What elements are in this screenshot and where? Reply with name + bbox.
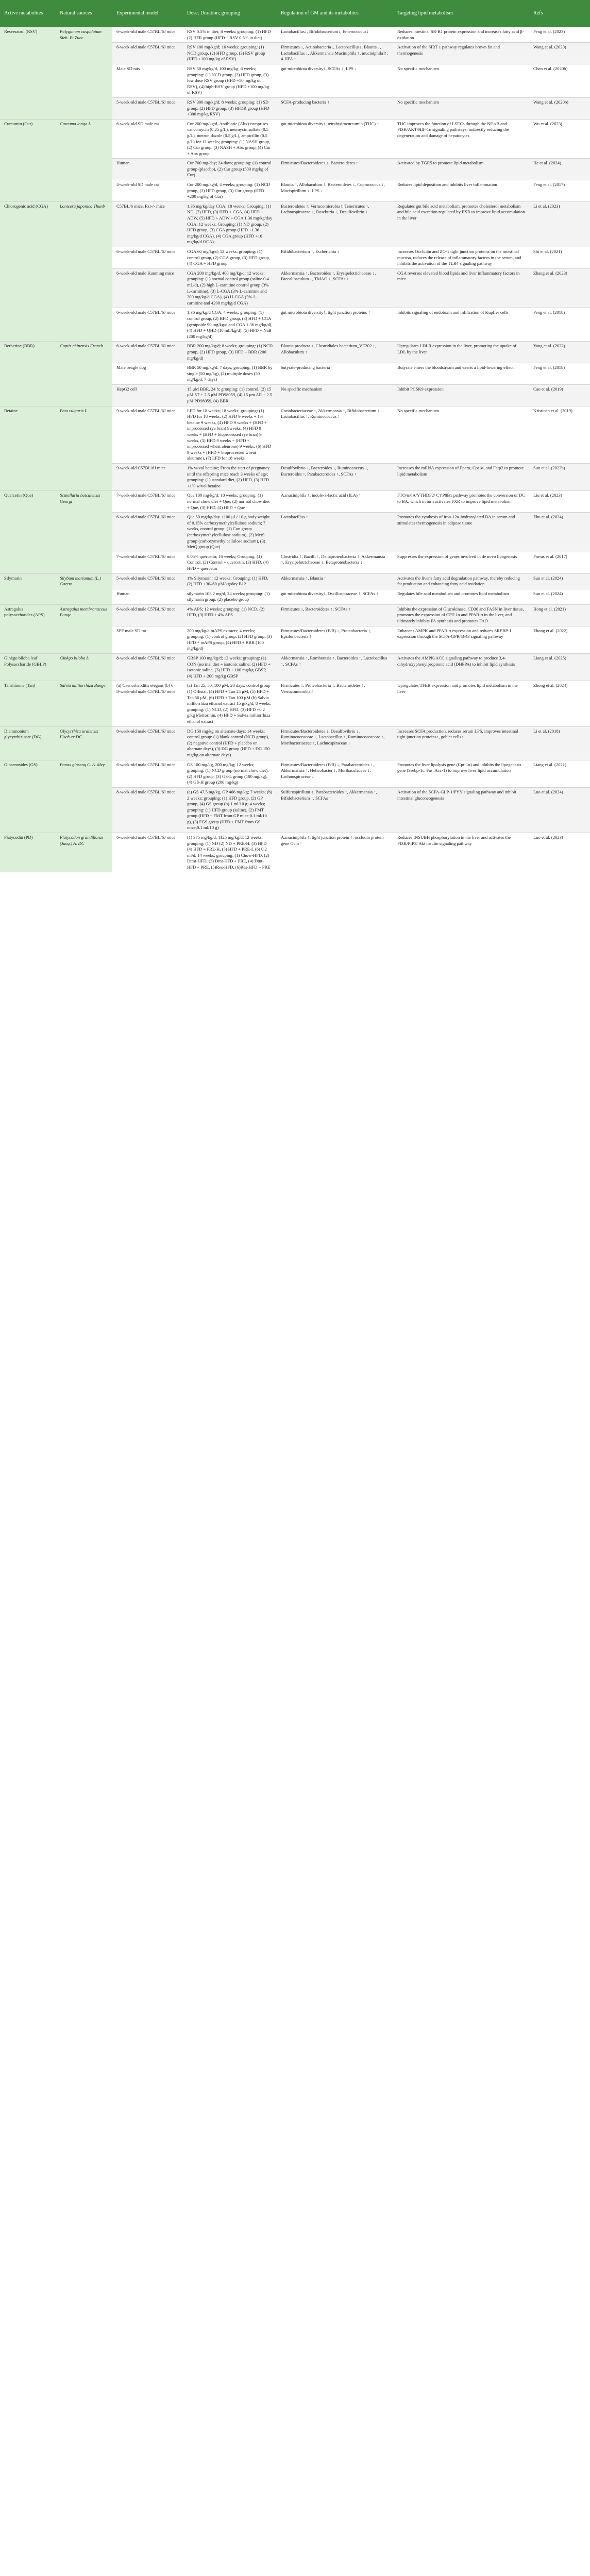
ref-cell: Cao et al. (2019)	[529, 384, 590, 406]
metabolite-cell: Astragalus polysaccharides (APS)	[0, 604, 56, 653]
model-cell: 6-week-old SD male rat	[112, 119, 183, 159]
gm-cell: Lactobacillus ↑	[277, 513, 393, 552]
dose-cell: RSV 100 mg/kg/d; 16 weeks; grouping: (1) NCD group, (2) HFD group, (3) RSV group (HFD +100 mg/kg of RSV)	[183, 43, 277, 64]
model-cell: SPF male SD rat	[112, 626, 183, 653]
metabolite-cell: Quercetin (Que)	[0, 491, 56, 573]
ref-cell: Yang et al. (2022)	[529, 342, 590, 363]
model-cell: 8-week-old male C57BL/6J mice	[112, 726, 183, 760]
lipid-cell: Inhibits the expression of Glucokinase, CD36 and FASN in liver tissue, promotes the expression of CPT-1α and PPAR-α in the liver, and ultimately inhibits FA synthesis and promotes FAO	[393, 604, 529, 626]
lipid-cell: Activates the AMPK/ACC signaling pathway to produce 3,4-dihydroxyphenylpropionic acid (DHPPA) to inhibit lipid synthesis	[393, 654, 529, 681]
ref-cell: Hong et al. (2021)	[529, 604, 590, 626]
dose-cell: LFD for 18 weeks; 18 weeks; grouping: (1) HFD for 18 weeks, (2) HFD 9 weeks + 1% betaine 9 weeks, (4) HFD 9 weeks + (HFD + unprocessed rye bran) 9weeks, (4) HFD 9 weeks + (HFD + bioprocessed rye bran) 9 weeks, (5) HFD 9 weeks + (HFD + unprocessed wheat aleurone) 9 weeks, (6) HFD 9 weeks + (HFD + bioprocessed wheat aleurone), (7) LFD for 18 weeks	[183, 406, 277, 463]
source-cell: Polygonum cuspidatum Sieb. Et Zucc	[56, 27, 112, 120]
gm-cell: Firmicutes/Bacteroidetes ↓, Bacteroidetes ↑	[277, 159, 393, 180]
dose-cell: Que 100 mg/kg/d; 10 weeks; grouping: (1) normal chow diet + Que, (2) normal chow diet + Que, (3) HFD, (4) HFD + Que	[183, 491, 277, 513]
table-header	[0, 0, 590, 27]
lipid-cell: Butyrate enters the bloodstream and exerts a lipid-lowering effect	[393, 363, 529, 385]
ref-cell: Luo et al. (2024)	[529, 787, 590, 833]
metabolite-cell: Diammonium glycyrrhizinate (DG)	[0, 726, 56, 760]
dose-cell: (a) Tan 25, 50, 100 μM; 20 days; control group (1) Orlistat, (4) HFD + Tan 25 μM, (5) HFD + Tan 50 μM, (6) HFD + Tan 100 μM (b) Salvia miltiorrhiza ethanol extract 15 g/kg/d; 8 weeks; grouping: (1) NCD, (2) HFD, (3) HFD +0.2 g/kg Metformin, (4) HFD + Salvia miltiorrhiza ethanol extract	[183, 681, 277, 726]
gm-cell: Firmicutes/Bacteroidetes ↓, Desulfovibrio ↓, Ruminococcaceae ↓, Lactobacillus ↑, Ruminococcaceae ↑, Moribacteriaceae ↑, Lachnospiraceae ↓	[277, 726, 393, 760]
gm-cell: No specific mechanism	[277, 384, 393, 406]
dose-cell: 1.36 mg/kg/d CGA; 4 weeks; grouping: (1) control group, (2) HFD group, (3) HFD + CGA (genipoide 90 mg/kg/d and CGA 1.36 mg/kg/d), (4) HFD + QHD (10 mL/kg/d), (5) HFD + NaB (200 mg/kg/d)	[183, 308, 277, 342]
dose-cell: 0.05% quercetin; 16 weeks; Grouping: (1) Control, (2) Control + quercetin, (3) HFD, (4) HFD + quercetin	[183, 552, 277, 573]
model-cell: 8-week-old male C57BL/6J mice	[112, 654, 183, 681]
ref-cell: Shi et al. (2021)	[529, 247, 590, 269]
model-cell: 6-week-old male C57BL/6J mice	[112, 308, 183, 342]
ref-cell: Luo et al. (2023)	[529, 833, 590, 872]
metabolite-cell: Berberine (BBR)	[0, 342, 56, 406]
ref-cell: Wu et al. (2023)	[529, 119, 590, 159]
model-cell: 6-week-old male C57BL/6J mice	[112, 513, 183, 552]
model-cell: 6-week-old male C57BL/6J mice	[112, 760, 183, 787]
dose-cell: GBSP 100 mg/kg/d; 12 weeks; grouping: (1) CON (normal diet + isotonic saline, (2) HFD + isotonic saline, (3) HFD + 100 mg/kg GBSP, (4) HFD + 200 mg/kg GBSP	[183, 654, 277, 681]
lipid-cell: Reduces intestinal SR-B1 protein expression and increases fatty acid β-oxidation	[393, 27, 529, 43]
ref-cell: Feng et al. (2017)	[529, 180, 590, 202]
gm-cell: Firmicutes/Bacteroidetes (F/B) ↓, Parabacteroides ↑, Akkermansia ↑, Helicobacter ↓, Muribaculaceae ↓, Lachnospiraceae ↓	[277, 760, 393, 787]
model-cell: Human	[112, 159, 183, 180]
dose-cell: 4% APS; 12 weeks; grouping: (1) NCD, (2) HFD, (3) HFD + 4% APS	[183, 604, 277, 626]
header-experimental-model: Experimental model	[112, 0, 183, 27]
source-cell: Lonicera japonica Thunb	[56, 201, 112, 341]
source-cell: Curcuma longa L	[56, 119, 112, 201]
model-cell: HepG2 cell	[112, 384, 183, 406]
lipid-cell: Regulates bile acid metabolism and promotes lipid metabolism	[393, 589, 529, 604]
ref-cell: Porras et al. (2017)	[529, 552, 590, 573]
ref-cell: Kristinen et al. (2019)	[529, 406, 590, 463]
gm-cell: Firmicutes ↓, Actinobacteria↓, Lactobacillus↓, Blautia ↓, Lactobacillus ↓, Akkermansia Muciniphila ↑, muciniphila]↑; 4-HPA ↑	[277, 43, 393, 64]
dose-cell: 15 μM BBR, 24 h; grouping: (1) control, (2) 15 μM ST + 2.5 μM PD98059, (4) 15 μm AR + 2.5 μM PD98059, (4) BBR	[183, 384, 277, 406]
header-natural-sources: Natural sources	[56, 0, 112, 27]
table-row	[0, 342, 590, 363]
gm-cell: Blautia ↑, Allobaculum ↑, Bacteroidetes ↓, Coprococcus ↓, Mucispirillum ↓, LPS ↓	[277, 180, 393, 202]
source-cell: Salvia miltiorrhiza Bunge	[56, 681, 112, 726]
table-row	[0, 573, 590, 589]
dose-cell: CGA 200 mg/kg/d, 400 mg/kg/d; 12 weeks; grouping: (1) normal control group (saline 0.4 mL/d), (2) high L-carnitine control group (3% L-carnitine), (3) L-CGA (3% L-carnitine and 200 mg/kg/d CGA), (4) H-CGA (3% L-carnitine and 4200 mg/kg/d CGA)	[183, 268, 277, 308]
gm-cell: Akkermansia ↑, Blautia ↑	[277, 573, 393, 589]
lipid-cell: Increases Occludin and ZO-1 tight junction proteins on the intestinal mucosa, reduces the release of inflammatory factors in the serum, and inhibits the activation of the TLR4 signaling pathway	[393, 247, 529, 269]
lipid-cell: CGA reverses elevated blood lipids and liver inflammatory factors in mice	[393, 268, 529, 308]
gm-cell: gut microbiota diversity↑, SCFAs ↑, LPS ↓	[277, 64, 393, 97]
header-gm-regulation: Regulation of GM and its metabolites	[277, 0, 393, 27]
ref-cell: Zhong et al. (2024)	[529, 681, 590, 726]
ref-cell: Feng et al. (2018)	[529, 363, 590, 385]
dose-cell: 1% Silymarin; 12 weeks; Grouping: (1) HFD, (2) HFD +30–60 μM/kg/day B12	[183, 573, 277, 589]
gm-cell: Bifidobacterium ↑, Escherichia ↓	[277, 247, 393, 269]
model-cell: C57BL/6 mice, Fxr-/- mice	[112, 201, 183, 247]
gm-cell: Akkermansia ↑, Romboutsia ↑, Bacteroides ↑, Lactobacillus ↑, SCFAs ↑	[277, 654, 393, 681]
lipid-cell: Reduces lipid deposition and inhibits liver inflammation	[393, 180, 529, 202]
model-cell: 9-week-old C57BL/6J mice	[112, 464, 183, 491]
source-cell: Glycyrrhiza uralensis Fisch ex DC	[56, 726, 112, 760]
gm-cell: Bacteroidetes ↑, Verrucomicrobia↑, Tenericutes ↑, Lachnospiraceae ↓, Roseburia ↓, Desulfovibrio ↓	[277, 201, 393, 247]
gm-cell: butyrate-producing bacteria↑	[277, 363, 393, 385]
ref-cell: Liu et al. (2023)	[529, 491, 590, 513]
table-row	[0, 833, 590, 872]
dose-cell: silymarin 103.2 mg/d, 24 weeks; grouping: (1) silymarin group, (2) placebo group	[183, 589, 277, 604]
model-cell: Male SD rats	[112, 64, 183, 97]
dose-cell: GS 100 mg/kg, 200 mg/kg; 12 weeks; grouping: (1) NCD group (normal chow diet), (2) HFD group, (3) GS-L group (100 mg/kg), (4) GS-H group (200 mg/kg)	[183, 760, 277, 787]
source-cell: Beta vulgaris L	[56, 406, 112, 491]
gm-cell: Lactobacillus↓, Bifidobacterium↓, Enterococcus↓	[277, 27, 393, 43]
metabolite-cell: Resveratrol (RSV)	[0, 27, 56, 120]
source-cell: Ginkgo biloba L	[56, 654, 112, 681]
table-row	[0, 119, 590, 159]
header-active-metabolites: Active metabolites	[0, 0, 56, 27]
gm-cell: gut microbiota diversity↑, tight junction proteins ↑	[277, 308, 393, 342]
dose-cell: CGA 60 mg/kg/d; 12 weeks; grouping: (1) control group, (2) CGA group, (3) HFD group, (4) CGA + HFD group	[183, 247, 277, 269]
gm-cell: SCFA-producing bacteria ↑	[277, 97, 393, 119]
header-lipid-metabolism: Targeting lipid metabolism	[393, 0, 529, 27]
source-cell: Coptis chinensis Franch	[56, 342, 112, 406]
model-cell: Male beagle dog	[112, 363, 183, 385]
lipid-cell: Reduces INSUBH phosphorylation in the liver and activates the PI3K/PIP3/ Akt insulin signaling pathway	[393, 833, 529, 872]
lipid-cell: Increases SCFA production, reduces serum LPS, improves intestinal tight junction proteins↑, goblet cells↑	[393, 726, 529, 760]
dose-cell: DG 150 mg/kg on alternate days; 14 weeks; control group: (1) blank control (NCD group), (2) negative control (HFD + placebo on alternate days), (3) DG group (HFD + DG 150 mg/kg on alternate days)	[183, 726, 277, 760]
ref-cell: Peng et al. (2023)	[529, 27, 590, 43]
source-cell: Panax ginseng C. A. Mey	[56, 760, 112, 833]
gm-cell: Blautia producta ↑, Clostridiales bacterium_VE202 ↑, Allobaculum ↑	[277, 342, 393, 363]
dose-cell: Cur 200 mg/kg/d, Antibiotic (Abx) comprises vancomycin (0.25 g/L), neomycin sulfate (0.5 g/L), metronidazole (0.5 g/L), ampicillin (0.5 g/L) for 12 weeks; grouping: (1) NASH group, (2) Cur group, (3) NASH + Abx group, (4) Cur + Abx group	[183, 119, 277, 159]
gm-cell: Sulfurospirillum ↑, Parabacteroides ↑, Akkermansia ↑, Bifidobacterium ↑, SCFAs ↑	[277, 787, 393, 833]
metabolite-table	[0, 0, 590, 872]
model-cell: 8-week-old male C57BL/6J mice	[112, 787, 183, 833]
table-row	[0, 654, 590, 681]
metabolite-cell: Ginsenosides (GS)	[0, 760, 56, 833]
gm-cell: gut microbiota diversity↑, Oscillospiraceae ↑, SCFAs ↑	[277, 589, 393, 604]
ref-cell: Wang et al. (2020)	[529, 43, 590, 64]
table-row	[0, 27, 590, 43]
table-row	[0, 491, 590, 513]
model-cell: 7-week-old male C57BL/6J mice	[112, 491, 183, 513]
header-refs: Refs	[529, 0, 590, 27]
dose-cell: 200 mg/kg/d mAPS extracts; 4 weeks; grouping: (1) control group, (2) HFD group, (3) HFD + mAPS group, (4) HFD + BBR (100 mg/kg/d)	[183, 626, 277, 653]
ref-cell: Liang et al. (2025)	[529, 654, 590, 681]
ref-cell: Sun et al. (2024)	[529, 589, 590, 604]
ref-cell: Wang et al. (2020b)	[529, 97, 590, 119]
lipid-cell: Promotes the synthesis of iron-12α-hydroxylated BA in serum and stimulates thermogenesis in adipose tissue	[393, 513, 529, 552]
ref-cell: Liang et al. (2021)	[529, 760, 590, 787]
gm-cell: Firmicutes ↓, Proteobacteria ↓, Bacteroidetes ↑, Verrucomicrobia ↑	[277, 681, 393, 726]
dose-cell: Cur 700 mg/day; 24 days; grouping: (1) control group (placebo), (2) Cur group (500 mg/kg of Cur)	[183, 159, 277, 180]
dose-cell: (a) GS 47.5 mg/kg, GP 466 mg/kg; 7 weeks; (b) 2 weeks; grouping: (1) HFD group, (2) GP group, (4) GS group (b) 1 ml/10 g; 4 weeks; grouping: (1) HFD group (saline), (2) FMT group (HFD + FMT from GP mice;0.1 ml/10 g), (3) FGS group (HFD + FMT from GS mice;0.1 ml/10 g)	[183, 787, 277, 833]
dose-cell: BBR 200 mg/kg/d; 8 weeks; grouping: (1) NCD group, (2) HFD group, (3) HFD + BBR (200 mg/kg/d)	[183, 342, 277, 363]
ref-cell: Zhang et al. (2023)	[529, 268, 590, 308]
lipid-cell: Upregulates LDLR expression in the liver, promoting the uptake of LDL by the liver	[393, 342, 529, 363]
dose-cell: RSV 300 mg/kg/d; 8 weeks; grouping: (1) SD group, (2) HFD group, (3) HFDR group (HFD +300 mg/kg RSV)	[183, 97, 277, 119]
lipid-cell: No specific mechanism	[393, 64, 529, 97]
gm-cell: Akkermansia ↑, Bacteroides ↑, Erysipelotrichaceae ↓, Faecalibaculum ↓, TMAO ↓, SCFAs ↑	[277, 268, 393, 308]
gm-cell: A.muciniphila ↑, indole-3-lactic acid (ILA) ↑	[277, 491, 393, 513]
lipid-cell: Increases the mRNA expression of Pparα, Cpt1α, and Fatp2 to promote lipid metabolism	[393, 464, 529, 491]
model-cell: 6-week-old male C57BL/6J mice	[112, 27, 183, 43]
metabolite-cell: Curcumin (Cur)	[0, 119, 56, 201]
model-cell: 5-week-old male C57BL/6J mice	[112, 97, 183, 119]
ref-cell: Sun et al. (2024)	[529, 573, 590, 589]
lipid-cell: Activation of the SCFA-GLP-1/PYY signaling pathway and inhibit intestinal gluconeogenesis	[393, 787, 529, 833]
gm-cell: Coriobacteriaceae ↑, Akkermansia ↑, Bifidobacterium ↑, Lactobacillus ↑, Ruminococcus ↑	[277, 406, 393, 463]
source-cell: Scutellaria baicalensis Georgi	[56, 491, 112, 573]
dose-cell: BBR 50 mg/kg/d; 7 days; grouping: (1) BBR by single (50 mg/kg), (2) multiple doses (50 mg/kg/d; 7 days)	[183, 363, 277, 385]
lipid-cell: No specific mechanism	[393, 406, 529, 463]
model-cell: 7-week-old male C57BL/6J mice	[112, 552, 183, 573]
model-cell: 4-week-old SD male rat	[112, 180, 183, 202]
lipid-cell: Promotes the liver lipolysis gene (Cpt-1α) and inhibits the lipogenesis gene (Srebp-1c, Fas, Acc-1) to improve liver lipid accumulation	[393, 760, 529, 787]
model-cell: 6-week-old male C57BL/6J mice	[112, 43, 183, 64]
metabolite-cell: Ginkgo biloba leaf Polysaccharide (GBLP)	[0, 654, 56, 681]
metabolite-cell: Platycodin (PD)	[0, 833, 56, 872]
lipid-cell: No specific mechanism	[393, 97, 529, 119]
lipid-cell: Activation of the SIRT 1 pathway regulates brown fat and thermogenesis	[393, 43, 529, 64]
header-dose: Dose; Duration; grouping	[183, 0, 277, 27]
gm-cell: A.muciniphila ↑, tight junction protein ↑, occludin protein gene Ocln↑	[277, 833, 393, 872]
dose-cell: Cur 200 mg/kg/d, 4 weeks; grouping: (1) NCD group, (2) HFD group, (3) Cur group (HFD +200 mg/kg of Cur)	[183, 180, 277, 202]
dose-cell: RSV 0.5% in diet; 8 weeks; grouping: (1) HFD (2) HFR group (HFD + RSV 0.5% in diet)	[183, 27, 277, 43]
dose-cell: RSV 50 mg/kg/d, 100 mg/kg; 6 weeks; grouping: (1) NCD group, (2) HFD group, (3) low dose RSV group (HFD +50 mg/kg of RSV), (4) high-RSV group (HFD +100 mg/kg of RSV)	[183, 64, 277, 97]
gm-cell: gut microbiota diversity↑, tetrahydrocurcumin (THC) ↑	[277, 119, 393, 159]
dose-cell: 1% w/vol betaine; From the start of pregnancy until the offspring mice reach 3 weeks of age; grouping: (1) standard diet, (2) HFD, (3) HFD +1% w/vol betaine	[183, 464, 277, 491]
table-row	[0, 604, 590, 626]
metabolite-cell: Tanshinone (Tan)	[0, 681, 56, 726]
source-cell: Platycodon grandiflorus (Jacq.) A. DC	[56, 833, 112, 872]
metabolite-cell: Chlorogenic acid (CGA)	[0, 201, 56, 341]
model-cell: 6-week-old male Kunming mice	[112, 268, 183, 308]
ref-cell: Zhu et al. (2024)	[529, 513, 590, 552]
gm-cell: Clostridia ↑, Bacilli ↑, Deltaproteobacteria ↑, Akkermansia ↑, Erysipelotrichaceae ↓, Betaproteobacteria ↓	[277, 552, 393, 573]
model-cell: 6-week-old male C57BL/6J mice	[112, 342, 183, 363]
lipid-cell: Regulates gut bile acid metabolism, promotes cholesterol metabolism and bile acid excretion regulated by FXR to improve lipid accumulation in the liver	[393, 201, 529, 247]
ref-cell: Zhong et al. (2022)	[529, 626, 590, 653]
ref-cell: Peng et al. (2018)	[529, 308, 590, 342]
model-cell: 5-week-old male C57BL/6J mice	[112, 573, 183, 589]
table-row	[0, 406, 590, 463]
metabolite-cell: Betaine	[0, 406, 56, 491]
source-cell: Silybum marianum (L.) Gaertn	[56, 573, 112, 604]
ref-cell: Li et al. (2023)	[529, 201, 590, 247]
lipid-cell: THC improves the function of LSECs through the NF-κB and PI3K/AKT/HIF-1α signaling pathways, indirectly reducing the degeneration and damage of hepatocytes	[393, 119, 529, 159]
lipid-cell: FTO/m6A/YTHDF2/ CYP8B1 pathway promotes the conversion of DC to BA, which in turn activates FXR to improve lipid metabolism	[393, 491, 529, 513]
model-cell: 6-week-old male C57BL/6J mice	[112, 247, 183, 269]
lipid-cell: Enhances AMPK and PPAR-α expression and reduces SREBP-1 expression through the SCFA-GPR43/43 signaling pathway	[393, 626, 529, 653]
gm-cell: Firmicutes ↓, Bacteroidetes ↑, SCFAs ↑	[277, 604, 393, 626]
dose-cell: Que 50 mg/kg/day +100 μL/ 10 g body weight of 0.15% carboxymethylcellulose sodium; 7 weeks, control group: (1) Con group (carboxymethylcellulose sodium), (2) MetS group (carboxymethylcellulose sodium), (3) MetQ group (Que)	[183, 513, 277, 552]
table-row	[0, 681, 590, 726]
model-cell: 6-week-old male C57BL/6J mice	[112, 604, 183, 626]
table-body	[0, 27, 590, 872]
model-cell: 9-week-old male C57BL/6J mice	[112, 406, 183, 463]
ref-cell: Li et al. (2018)	[529, 726, 590, 760]
model-cell: (a) Caenorhabditis elegans (b) 6–8-week-old male C57BL/6J mice	[112, 681, 183, 726]
ref-cell: He et al. (2024)	[529, 159, 590, 180]
dose-cell: (1) 375 mg/kg/d, 1125 mg/kg/d; 12 weeks; grouping: (1) ND (2) ND + PRE-H, (3) HFD (4) HFD + PRE-H, (5) HFD + PRE-L (6) 0.2 ml/d, 14 weeks; grouping: (1) Chow-HFD, (2) Dtmt-HFD, (3) Dtnt-HFD + PRE, (4) Dtnt-HFD + PRE, (5)Res-HFD, (6)Res-HFD + PRE	[183, 833, 277, 872]
source-cell: Astragalus membranaceus Bunge	[56, 604, 112, 653]
lipid-cell: Activates the liver's fatty acid degradation pathway, thereby reducing fat production and enhancing fatty acid oxidation	[393, 573, 529, 589]
table-row	[0, 760, 590, 787]
table-row	[0, 726, 590, 760]
lipid-cell: Suppresses the expression of genes involved in de novo lipogenesis	[393, 552, 529, 573]
metabolite-cell: Silymarin	[0, 573, 56, 604]
lipid-cell: Inhibit PCSK9 expression	[393, 384, 529, 406]
gm-cell: Desulfovibrio ↓, Bacteroides ↓, Ruminococcus ↓, Bacteroides ↑, Parabacteroides ↑, SCFAs ↑	[277, 464, 393, 491]
model-cell: Human	[112, 589, 183, 604]
dose-cell: 1.36 mg/kg/day CGA; 18 weeks; Grouping: (1) ND, (2) HFD, (3) HFD + CGA, (4) HFD + ADW, (5) HFD + ADW + CGA 1.36 mg/kg/day CGA; 12 weeks; Grouping: (1) ND group, (2) HFD group, (3) CGA group (HFD +1.36 mg/kg/d CGA), (4) CGA group (HFD +10 mg/kg/d OCA)	[183, 201, 277, 247]
gm-cell: Firmicutes/Bacteroidetes (F/B) ↓, Proteobacteria ↑, Epsilonbacteria ↑	[277, 626, 393, 653]
lipid-cell: Inhibits signaling of endotoxin and infiltration of Kupffer cells	[393, 308, 529, 342]
lipid-cell: Upregulates TFEB expression and promotes lipid metabolism in the liver	[393, 681, 529, 726]
ref-cell: Chen et al. (2020b)	[529, 64, 590, 97]
ref-cell: Sun et al. (2023b)	[529, 464, 590, 491]
table-row	[0, 201, 590, 247]
lipid-cell: Activated by TGR5 to promote lipid metabolism	[393, 159, 529, 180]
model-cell: 6-week-old male C57BL/6J mice	[112, 833, 183, 872]
